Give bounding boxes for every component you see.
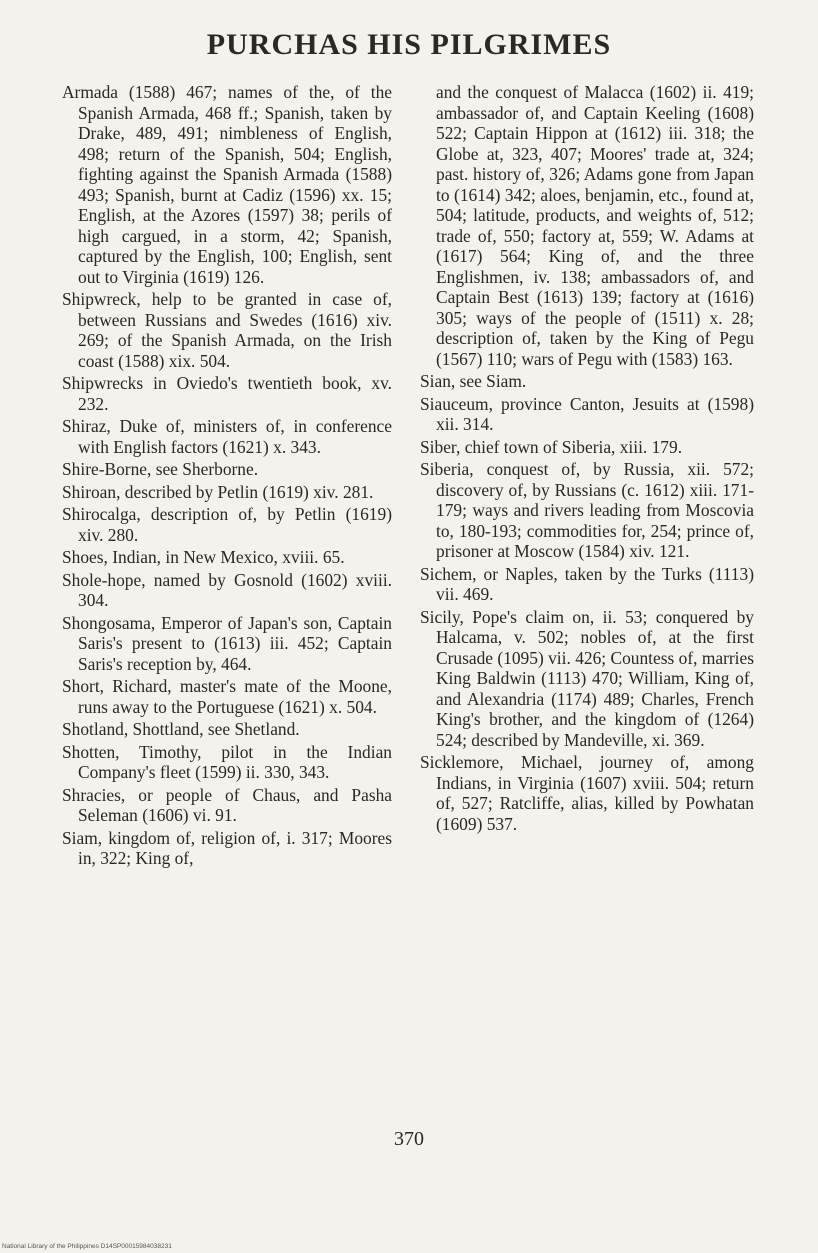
index-entry-shracies: Shracies, or people of Chaus, and Pasha Seleman (1606) vi. 91.	[62, 784, 392, 825]
index-entry-short-richard: Short, Richard, master's mate of the Moone, runs away to the Portuguese (1621) x. 504.	[62, 676, 392, 717]
index-entry-shole-hope: Shole-hope, named by Gosnold (1602) xviii. 304.	[62, 569, 392, 610]
index-entry-sichem: Sichem, or Naples, taken by the Turks (1113) vii. 469.	[420, 563, 754, 604]
index-entry-shipwreck: Shipwreck, help to be granted in case of, between Russians and Swedes (1616) xiv. 269; of the Spanish Armada, on the Irish coast (1588) xix. 504.	[62, 289, 392, 371]
left-column	[62, 82, 392, 871]
page-title: PURCHAS HIS PILGRIMES	[206, 28, 612, 61]
index-entry-shoes: Shoes, Indian, in New Mexico, xviii. 65.	[62, 547, 345, 567]
index-entry-siberia: Siberia, conquest of, by Russia, xii. 572; discovery of, by Russians (c. 1612) xiii. 171-179; ways and rivers leading from Moscovia to, 180-193; commodities for, 254; prince of, prisoner at Moscow (1584) xiv. 121.	[420, 459, 754, 561]
index-entry-siam: Siam, kingdom of, religion of, i. 317; Moores in, 322; King of,	[62, 827, 392, 868]
index-entry-siam-continued: and the conquest of Malacca (1602) ii. 419; ambassador of, and Captain Keeling (1608) 522; Captain Hippon at (1612) iii. 318; the Globe at, 323, 407; Moores' trade at, 324; past. history of, 326; Adams gone from Japan to (1614) 342; aloes, benjamin, etc., found at, 504; latitude, products, and weights of, 512; trade of, 550; factory at, 559; W. Adams at (1617) 564; King of, and the three Englishmen, iv. 138; ambassadors of, and Captain Best (1613) 139; factory at (1616) 305; ways of the people of (1511) x. 28; description of, taken by the King of Pegu (1567) 110; wars of Pegu with (1583) 163.	[436, 82, 754, 369]
index-entry-shipwrecks: Shipwrecks in Oviedo's twentieth book, xv. 232.	[62, 373, 392, 414]
index-entry-shiroan: Shiroan, described by Petlin (1619) xiv. 281.	[62, 481, 374, 502]
right-column	[420, 82, 754, 836]
index-entry-siauceum: Siauceum, province Canton, Jesuits at (1598) xii. 314.	[420, 393, 754, 434]
index-entry-shongosama: Shongosama, Emperor of Japan's son, Captain Saris's present to (1613) iii. 452; Captain Saris's reception by, 464.	[62, 612, 392, 674]
index-entry-shotten-timothy: Shotten, Timothy, pilot in the Indian Company's fleet (1599) ii. 330, 343.	[62, 741, 392, 782]
library-footer-note: National Library of the Philippines D14SP00015984038231	[2, 1243, 172, 1250]
index-entry-armada: Armada (1588) 467; names of the, of the Spanish Armada, 468 ff.; Spanish, taken by Drake, 489, 491; nimbleness of English, 498; return of the Spanish, 504; English, fighting against the Spanish Armada (1588) 493; Spanish, burnt at Cadiz (1596) xx. 15; English, at the Azores (1597) 38; perils of high cargued, in a storm, 42; Spanish, captured by the English, 100; English, sent out to Virginia (1619) 126.	[62, 82, 392, 287]
page-number: 370	[394, 1128, 424, 1150]
index-entry-sicily: Sicily, Pope's claim on, ii. 53; conquered by Halcama, v. 502; nobles of, at the first Crusade (1095) vii. 426; Countess of, marries King Baldwin (1113) 470; William, King of, and Alexandria (1174) 489; Charles, French King's brother, and the kingdom of (1264) 524; described by Mandeville, xi. 369.	[420, 606, 754, 750]
index-entry-siber: Siber, chief town of Siberia, xiii. 179.	[420, 436, 683, 457]
index-entry-sian: Sian, see Siam.	[420, 371, 527, 391]
index-entry-shotland: Shotland, Shottland, see Shetland.	[62, 719, 300, 739]
index-entry-shirocalga: Shirocalga, description of, by Petlin (1619) xiv. 280.	[62, 504, 392, 545]
index-entry-shire-borne: Shire-Borne, see Sherborne.	[62, 459, 259, 479]
index-entry-sicklemore: Sicklemore, Michael, journey of, among Indians, in Virginia (1607) xviii. 504; return of, 527; Ratcliffe, alias, killed by Powhatan (1609) 537.	[420, 752, 754, 834]
index-entry-shiraz: Shiraz, Duke of, ministers of, in conference with English factors (1621) x. 343.	[62, 416, 392, 457]
